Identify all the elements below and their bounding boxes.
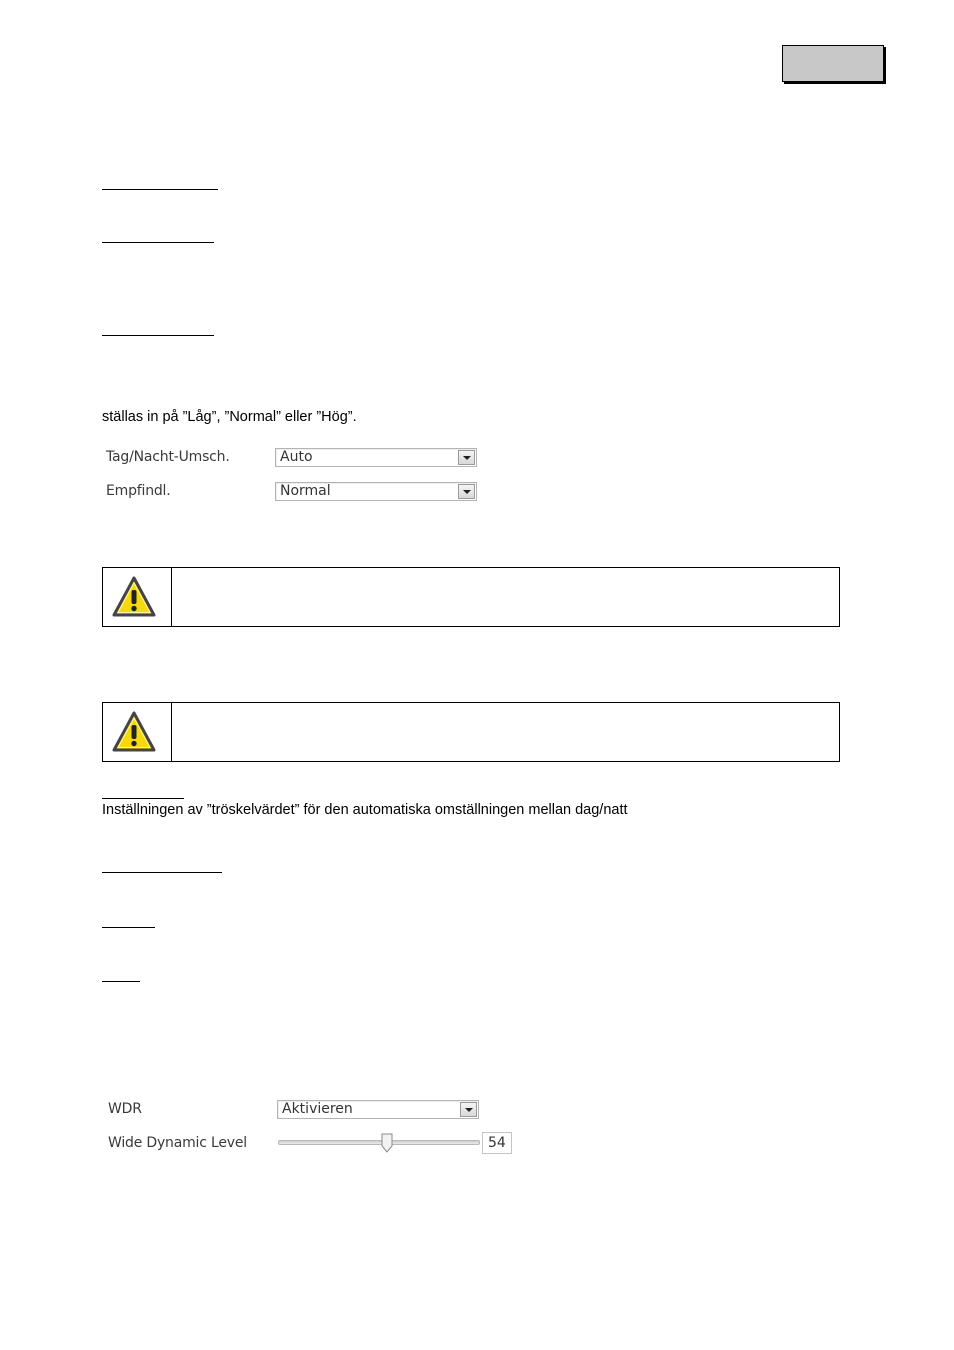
wdr-label: WDR [108, 1101, 142, 1117]
sensitivity-select[interactable] [275, 482, 477, 501]
chevron-down-icon[interactable] [458, 450, 475, 465]
sensitivity-label: Empfindl. [106, 483, 171, 499]
chevron-down-icon[interactable] [460, 1102, 477, 1117]
language-tab [782, 45, 884, 82]
warning-triangle-icon [111, 710, 157, 754]
wdr-value: Aktivieren [282, 1101, 353, 1117]
daynight-switch-label: Tag/Nacht-Umsch. [106, 449, 230, 465]
threshold-description: Inställningen av ”tröskelvärdet” för den automatiska omställningen mellan dag/natt [102, 802, 628, 818]
heading-underline [102, 189, 218, 190]
warning-icon-cell [103, 703, 172, 761]
wdr-select[interactable] [277, 1100, 479, 1119]
chevron-down-icon[interactable] [458, 484, 475, 499]
heading-underline [102, 927, 155, 928]
heading-underline [102, 242, 214, 243]
wide-dynamic-level-label: Wide Dynamic Level [108, 1135, 247, 1151]
heading-underline [102, 335, 214, 336]
warning-note [102, 702, 840, 762]
daynight-switch-select[interactable] [275, 448, 477, 467]
heading-underline [102, 798, 184, 799]
heading-underline [102, 981, 140, 982]
wide-dynamic-level-slider[interactable] [278, 1140, 480, 1145]
sensitivity-description: ställas in på ”Låg”, ”Normal” eller ”Hög”. [102, 409, 357, 425]
warning-triangle-icon [111, 575, 157, 619]
warning-note [102, 567, 840, 627]
wide-dynamic-level-value: 54 [488, 1135, 506, 1151]
sensitivity-value: Normal [280, 483, 331, 499]
wide-dynamic-level-value-field[interactable] [482, 1132, 512, 1154]
heading-underline [102, 872, 222, 873]
warning-icon-cell [103, 568, 172, 626]
slider-thumb-icon[interactable] [381, 1133, 393, 1153]
daynight-switch-value: Auto [280, 449, 313, 465]
